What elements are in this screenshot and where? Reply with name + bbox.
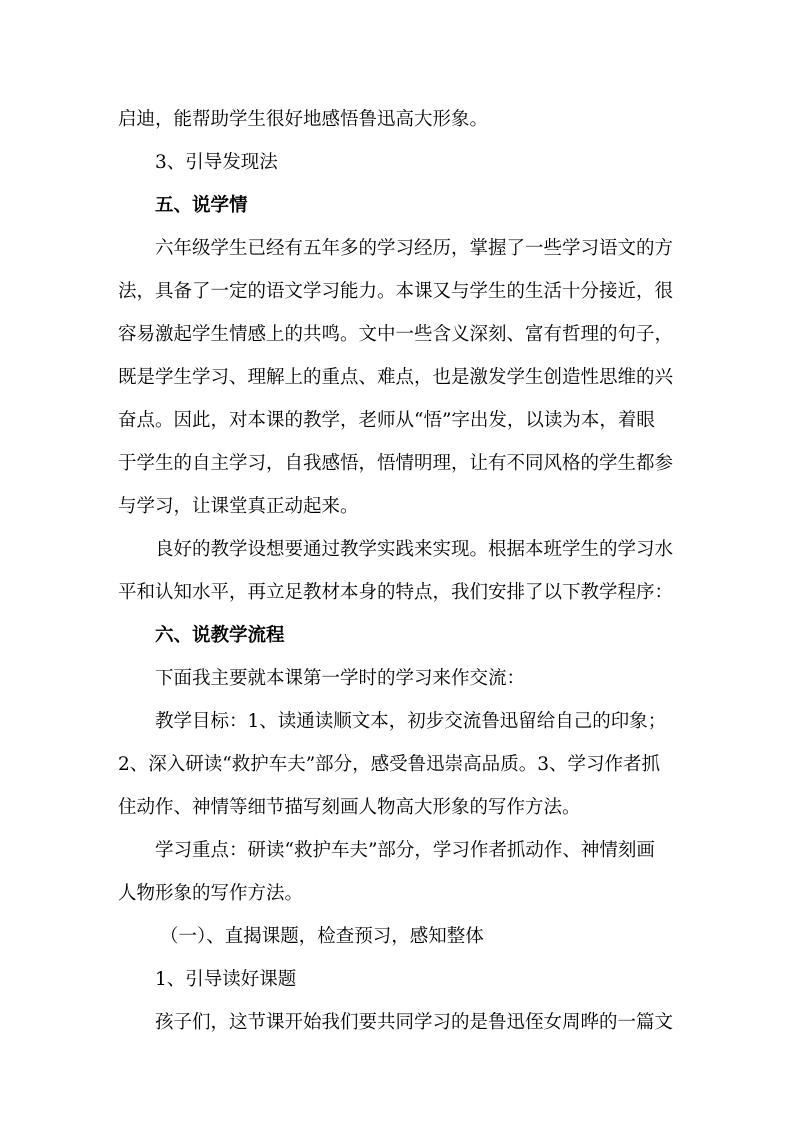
paragraph-line: 奋点。因此，对本课的教学，老师从“悟”字出发，以读为本，着眼 [118,410,655,431]
paragraph-line: 平和认知水平，再立足教材本身的特点，我们安排了以下教学程序： [118,582,674,603]
teaching-goals-line: 教学目标：1、读通读顺文本，初步交流鲁迅留给自己的印象； [155,711,667,732]
teaching-goals-line: 住动作、神情等细节描写刻画人物高大形象的写作方法。 [118,797,581,818]
paragraph-line: 下面我主要就本课第一学时的学习来作交流： [155,668,526,689]
paragraph-line: 启迪，能帮助学生很好地感悟鲁迅高大形象。 [118,109,489,130]
step-item-1: 1、引导读好课题 [155,969,297,990]
section-heading-6: 六、说教学流程 [155,625,285,646]
paragraph-line: 与学习，让课堂真正动起来。 [118,496,359,517]
paragraph-line: 于学生的自主学习，自我感悟，悟情明理，让有不同风格的学生都参 [118,453,674,474]
method-item-3: 3、引导发现法 [155,152,278,173]
subsection-heading-1: （一）、直揭课题，检查预习，感知整体 [160,926,484,947]
section-heading-5: 五、说学情 [155,195,248,216]
key-point-line: 学习重点：研读“救护车夫”部分，学习作者抓动作、神情刻画 [155,840,655,861]
teaching-goals-line: 2、深入研读“救护车夫”部分，感受鲁迅崇高品质。3、学习作者抓 [118,754,660,775]
paragraph-line: 孩子们，这节课开始我们要共同学习的是鲁迅侄女周晔的一篇文 [155,1012,674,1033]
paragraph-line: 六年级学生已经有五年多的学习经历，掌握了一些学习语文的方 [155,238,674,259]
key-point-line: 人物形象的写作方法。 [118,883,304,904]
paragraph-line: 既是学生学习、理解上的重点、难点，也是激发学生创造性思维的兴 [118,367,674,388]
document-body [118,98,678,1044]
paragraph-line: 容易激起学生情感上的共鸣。文中一些含义深刻、富有哲理的句子， [118,324,674,345]
paragraph-line: 良好的教学设想要通过教学实践来实现。根据本班学生的学习水 [155,539,674,560]
paragraph-line: 法，具备了一定的语文学习能力。本课又与学生的生活十分接近，很 [118,281,674,302]
